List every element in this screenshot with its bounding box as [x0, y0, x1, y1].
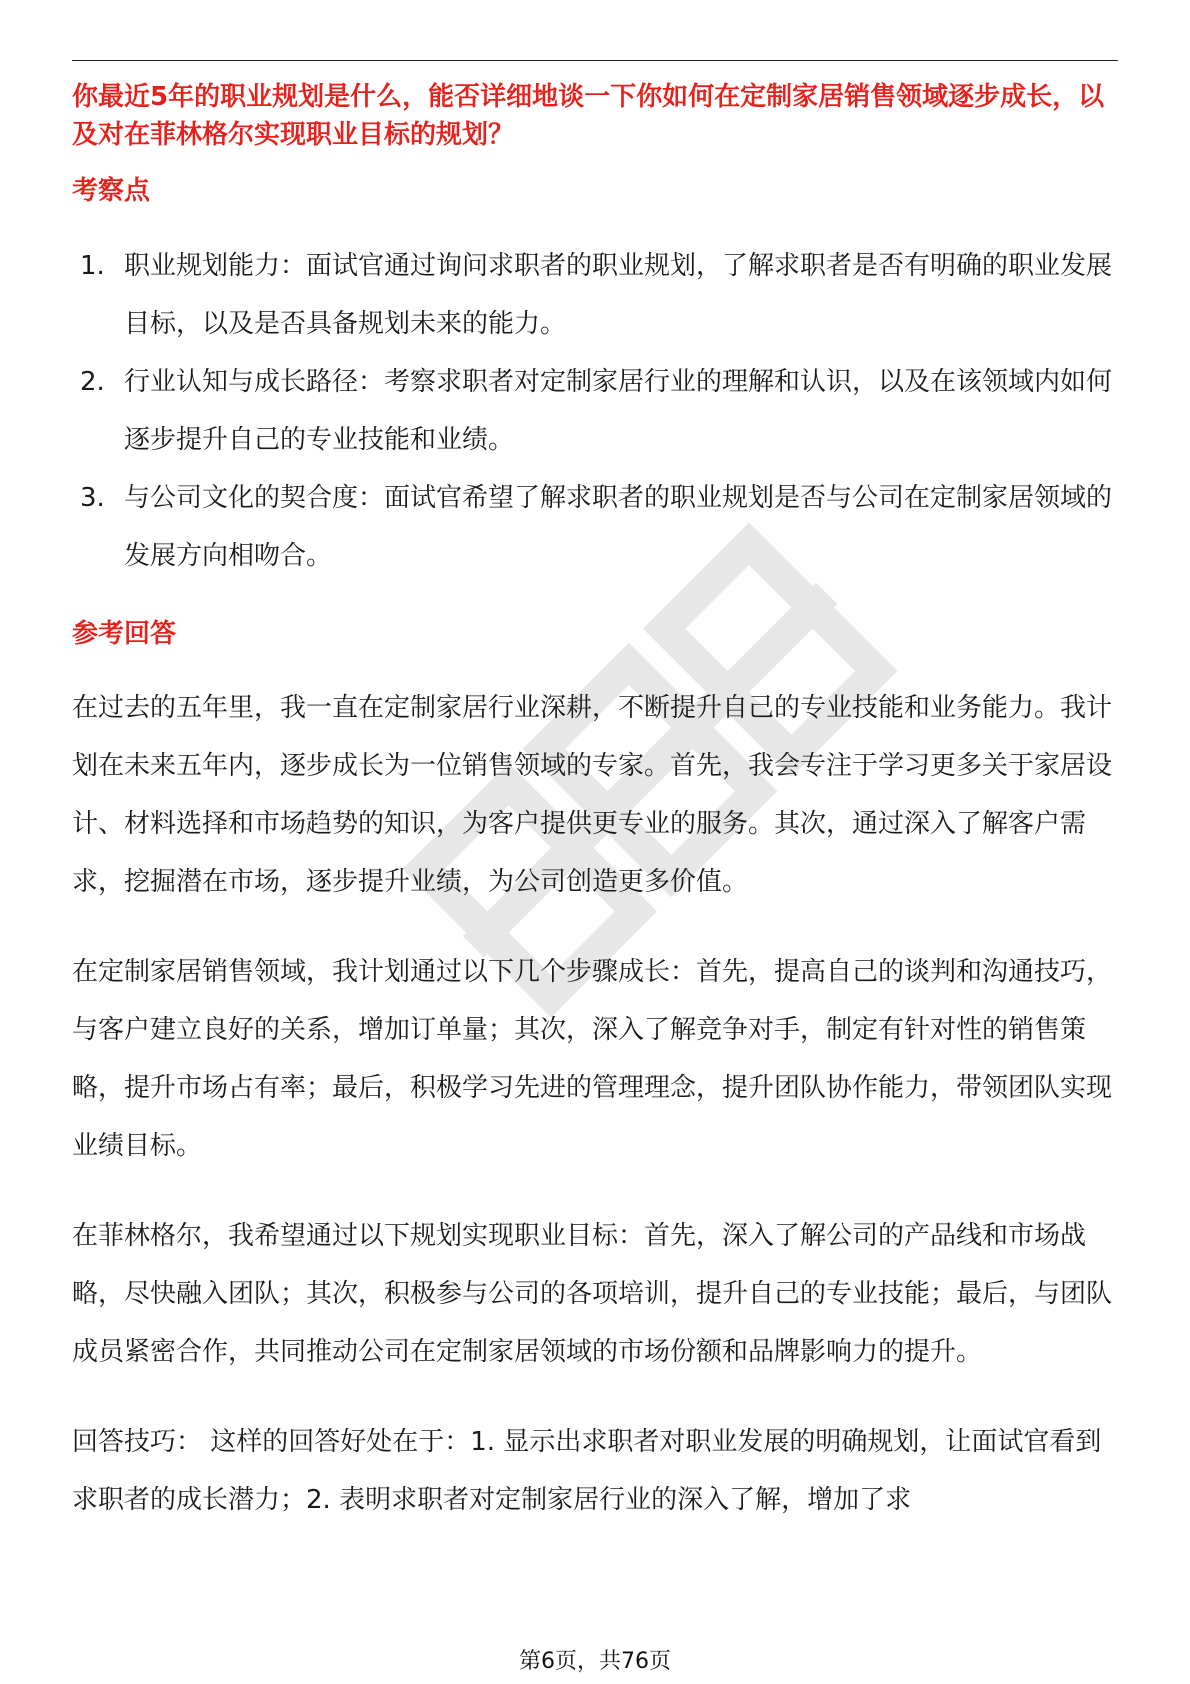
list-item	[72, 353, 1118, 469]
answer-tips-paragraph: 回答技巧： 这样的回答好处在于：1. 显示出求职者对职业发展的明确规划，让面试官看到求职者的成长潜力；2. 表明求职者对定制家居行业的深入了解，增加了求	[72, 1427, 1102, 1515]
page-number: 第6页，共76页	[519, 1649, 671, 1674]
list-item-text: 与公司文化的契合度：面试官希望了解求职者的职业规划是否与公司在定制家居领域的发展方向相吻合。	[124, 483, 1113, 571]
list-item	[72, 237, 1118, 353]
answer-paragraph: 在过去的五年里，我一直在定制家居行业深耕，不断提升自己的专业技能和业务能力。我计划在未来五年内，逐步成长为一位销售领域的专家。首先，我会专注于学习更多关于家居设计、材料选择和市场趋势的知识，为客户提供更专业的服务。其次，通过深入了解客户需求，挖掘潜在市场，逐步提升业绩，为公司创造更多价值。	[72, 693, 1113, 897]
list-item-text: 职业规划能力：面试官通过询问求职者的职业规划，了解求职者是否有明确的职业发展目标，以及是否具备规划未来的能力。	[124, 251, 1113, 339]
answer-paragraph: 在菲林格尔，我希望通过以下规划实现职业目标：首先，深入了解公司的产品线和市场战略，尽快融入团队；其次，积极参与公司的各项培训，提升自己的专业技能；最后，与团队成员紧密合作，共同推动公司在定制家居领域的市场份额和品牌影响力的提升。	[72, 1221, 1113, 1367]
list-item	[72, 469, 1118, 585]
list-item-number: 2.	[80, 367, 105, 397]
inspection-points-list	[72, 237, 1118, 585]
inspection-points-title: 考察点	[72, 176, 151, 206]
list-item-text: 行业认知与成长路径：考察求职者对定制家居行业的理解和认识，以及在该领域内如何逐步提升自己的专业技能和业绩。	[124, 367, 1113, 455]
answer-paragraph: 在定制家居销售领域，我计划通过以下几个步骤成长：首先，提高自己的谈判和沟通技巧，与客户建立良好的关系，增加订单量；其次，深入了解竞争对手，制定有针对性的销售策略，提升市场占有率；最后，积极学习先进的管理理念，提升团队协作能力，带领团队实现业绩目标。	[72, 957, 1113, 1161]
list-item-number: 3.	[80, 483, 105, 513]
list-item-number: 1.	[80, 251, 105, 281]
header-rule	[72, 60, 1118, 61]
page-content	[72, 78, 1118, 1529]
reference-answer-title: 参考回答	[72, 619, 177, 649]
question-heading: 你最近5年的职业规划是什么，能否详细地谈一下你如何在定制家居销售领域逐步成长，以及对在菲林格尔实现职业目标的规划？	[72, 82, 1105, 150]
